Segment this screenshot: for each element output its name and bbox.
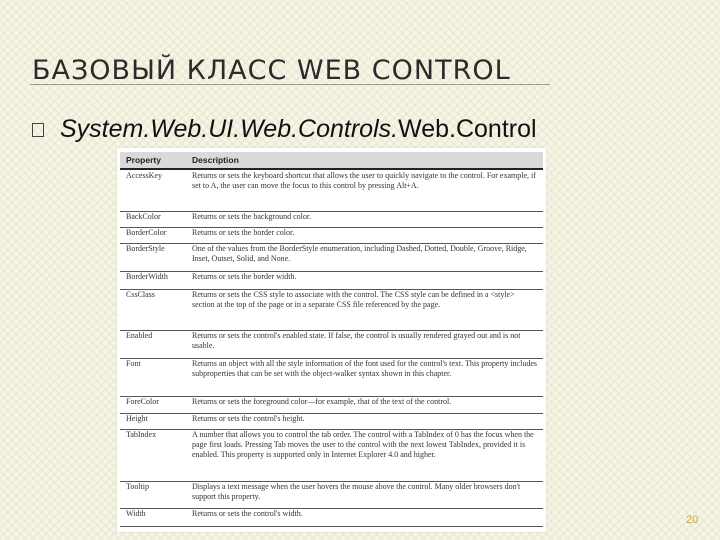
bullet-text — [60, 115, 537, 144]
row-description: Returns or sets the border color. — [192, 228, 295, 237]
bullet-square-icon — [32, 123, 44, 137]
row-description: Returns or sets the border width. — [192, 272, 297, 281]
table-row — [120, 508, 543, 527]
row-description: Returns or sets the control's height. — [192, 414, 305, 423]
table-header — [120, 152, 543, 170]
row-property: BorderColor — [126, 228, 167, 237]
row-property: AccessKey — [126, 171, 162, 180]
bullet-item — [32, 113, 537, 145]
slide-number: 20 — [686, 514, 699, 526]
table-row — [120, 243, 543, 272]
slide-title: БАЗОВЫЙ КЛАСС WEB CONTROL — [32, 55, 511, 86]
class-name: Web.Control — [398, 114, 537, 143]
row-description: Returns or sets the keyboard shortcut that allows the user to quickly navigate to the control. For example, if set to A, the user can move the focus to this control by pressing Alt+A. — [192, 171, 536, 190]
header-property: Property — [126, 155, 161, 165]
table-row — [120, 358, 543, 397]
row-property: BackColor — [126, 212, 161, 221]
table-row — [120, 396, 543, 414]
table-row — [120, 413, 543, 430]
properties-table — [117, 148, 546, 532]
row-property: CssClass — [126, 290, 155, 299]
table-row — [120, 330, 543, 359]
row-description: Returns or sets the CSS style to associate with the control. The CSS style can be defined in a <style> section at the top of the page or in a separate CSS file referenced by the page. — [192, 290, 515, 309]
table-row — [120, 271, 543, 290]
table-row — [120, 211, 543, 228]
row-property: Width — [126, 509, 146, 518]
row-description: Returns or sets the foreground color—for example, that of the text of the control. — [192, 397, 452, 406]
row-description: Returns or sets the control's width. — [192, 509, 303, 518]
row-property: Enabled — [126, 331, 153, 340]
title-underline — [30, 84, 550, 85]
table-row — [120, 227, 543, 244]
namespace-italic: System.Web.UI.Web.Controls. — [60, 114, 399, 143]
row-property: ForeColor — [126, 397, 159, 406]
row-description: Returns or sets the control's enabled state. If false, the control is usually rendered grayed out and is not usable. — [192, 331, 521, 350]
row-property: Height — [126, 414, 148, 423]
row-property: BorderWidth — [126, 272, 168, 281]
row-property: TabIndex — [126, 430, 157, 439]
row-property: BorderStyle — [126, 244, 165, 253]
row-description: Displays a text message when the user hovers the mouse above the control. Many older browsers don't support this property. — [192, 482, 521, 501]
header-description: Description — [192, 155, 239, 165]
row-description: Returns or sets the background color. — [192, 212, 312, 221]
table-row — [120, 481, 543, 509]
row-property: Font — [126, 359, 141, 368]
table-row — [120, 170, 543, 212]
table-row — [120, 289, 543, 331]
row-description: A number that allows you to control the tab order. The control with a TabIndex of 0 has the focus when the page first loads. Pressing Tab moves the user to the control with the next lowest TabIndex, provided it is enabled. This property is supported only in Internet Explorer 4.0 and higher. — [192, 430, 534, 459]
row-description: Returns an object with all the style information of the font used for the control's text. This property includes subproperties that can be set with the object-walker syntax shown in this chapter. — [192, 359, 537, 378]
row-description: One of the values from the BorderStyle enumeration, including Dashed, Dotted, Double, Groove, Ridge, Inset, Outset, Solid, and None. — [192, 244, 527, 263]
row-property: Tooltip — [126, 482, 149, 491]
table-row — [120, 429, 543, 482]
